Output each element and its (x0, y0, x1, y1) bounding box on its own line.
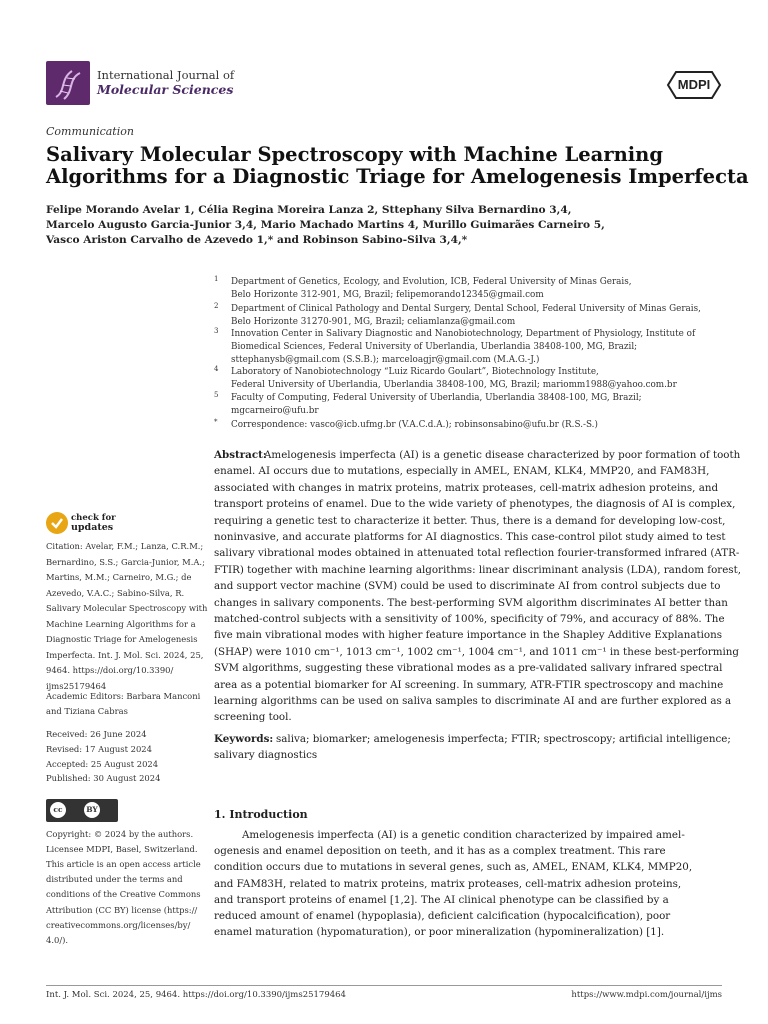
affiliation-number: 1 (214, 275, 219, 283)
intro-line: Amelogenesis imperfecta (AI) is a genetic condition characterized by impaired amel- (242, 829, 685, 841)
copyright-line: creativecommons.org/licenses/by/ (46, 919, 191, 930)
footer-divider (46, 985, 722, 986)
copyright-line: conditions of the Creative Commons (46, 889, 201, 900)
citation-line: Imperfecta. Int. J. Mol. Sci. 2024, 25, (46, 649, 204, 660)
affiliation-line: sttephanysb@gmail.com (S.S.B.); marceloagjr@gmail.com (M.A.G.-J.) (231, 355, 540, 365)
article-title-line1: Salivary Molecular Spectroscopy with Machine Learning (46, 143, 663, 166)
abstract-label: Abstract: (214, 449, 267, 461)
citation-line: Bernardino, S.S.; Garcia-Junior, M.A.; (46, 556, 205, 567)
abstract-line: requiring a genetic test to characterize it better. Thus, there is a demand for developing low-cost, (214, 514, 726, 527)
date-line: Received: 26 June 2024 (46, 729, 147, 739)
intro-line: reduced amount of enamel (hypoplasia), deficient calcification (hypocalcification), poor (214, 910, 671, 922)
affiliation-number: 2 (214, 302, 219, 310)
affiliation-number: 4 (214, 365, 219, 373)
keywords-line: saliva; biomarker; amelogenesis imperfecta; FTIR; spectroscopy; artificial intelligence; (276, 733, 731, 745)
abstract-line: matched-control subjects with a sensitivity of 100%, specificity of 79%, and accuracy of 88%. The (214, 613, 725, 625)
affiliation-number: * (214, 418, 218, 426)
journal-logo (46, 61, 90, 105)
article-title-line2: Algorithms for a Diagnostic Triage for Amelogenesis Imperfecta (46, 165, 749, 188)
citation-line: 9464. https://doi.org/10.3390/ (46, 665, 174, 675)
citation-line: Salivary Molecular Spectroscopy with (46, 603, 208, 613)
publisher-logo[interactable] (666, 70, 722, 100)
intro-line: condition occurs due to mutations in several genes, such as, AMEL, ENAM, KLK4, MMP20, (214, 861, 693, 874)
abstract-line: (SHAP) were 1010 cm⁻¹, 1013 cm⁻¹, 1002 cm⁻¹, 1004 cm⁻¹, and 1011 cm⁻¹ in these best-performing (214, 645, 739, 658)
affiliation-line: Federal University of Uberlandia, Uberlandia 38408-100, MG, Brazil; mariomm1988@yahoo.com.br (231, 380, 677, 390)
authors-line3: Vasco Ariston Carvalho de Azevedo 1,* and Robinson Sabino-Silva 3,4,* (46, 234, 468, 246)
section-heading: 1. Introduction (214, 808, 308, 821)
footer-citation: Int. J. Mol. Sci. 2024, 25, 9464. https://doi.org/10.3390/ijms25179464 (46, 990, 346, 1000)
citation-line: Citation: Avelar, F.M.; Lanza, C.R.M.; (46, 541, 204, 551)
keywords-line: salivary diagnostics (214, 749, 318, 762)
abstract-line: salivary vibrational modes obtained in attenuated total reflection fourier-transformed infrared (ATR- (214, 547, 740, 560)
copyright-line: This article is an open access article (46, 859, 201, 870)
copyright-line: 4.0/). (46, 934, 69, 945)
authors-line1: Felipe Morando Avelar 1, Célia Regina Moreira Lanza 2, Sttephany Silva Bernardino 3,4, (46, 204, 572, 216)
abstract-line: FTIR) together with machine learning algorithms: linear discriminant analysis (LDA), random forest, (214, 563, 741, 576)
journal-name-line2: Molecular Sciences (97, 82, 234, 97)
article-type: Communication (46, 125, 134, 138)
abstract-line: learning algorithms can be used on saliva samples to discriminate AI and are further explored as a (214, 695, 732, 707)
abstract-line: associated with changes in matrix proteins, matrix proteases, cell-matrix adhesion proteins, and (214, 481, 719, 494)
citation-line: Machine Learning Algorithms for a (46, 618, 196, 629)
citation-line: Diagnostic Triage for Amelogenesis (46, 634, 198, 644)
check-for-updates-icon[interactable] (46, 512, 68, 534)
abstract-line: noninvasive, and accurate platforms for AI diagnostics. This case-control pilot study aimed to test (214, 531, 726, 543)
by-label: BY (86, 805, 98, 814)
abstract-line: enamel. AI occurs due to mutations, especially in AMEL, ENAM, KLK4, MMP20, and FAM83H, (214, 465, 710, 478)
abstract-line: SVM algorithms, suggesting these vibrational modes as a pre-validated salivary infrared spectral (214, 662, 723, 675)
authors-line2: Marcelo Augusto Garcia-Junior 3,4, Mario Machado Martins 4, Murillo Guimarães Carneiro 5, (46, 219, 605, 231)
by-icon (84, 802, 100, 818)
academic-editors-line: Academic Editors: Barbara Manconi (46, 691, 201, 701)
abstract-line: transport proteins of enamel. Due to the wide variety of phenotypes, the diagnosis of AI is complex, (214, 498, 736, 511)
abstract-line: Amelogenesis imperfecta (AI) is a genetic disease characterized by poor formation of tooth (264, 449, 741, 461)
copyright-line: distributed under the terms and (46, 874, 183, 885)
journal-name-line1: International Journal of (97, 68, 235, 82)
keywords-label: Keywords: (214, 733, 274, 745)
dna-icon (46, 61, 90, 105)
affiliation-line: Belo Horizonte 31270-901, MG, Brazil; celiamlanza@gmail.com (231, 317, 516, 327)
affiliation-line: mgcarneiro@ufu.br (231, 406, 319, 416)
check-line1: check for (71, 513, 116, 523)
academic-editors-line: and Tiziana Cabras (46, 706, 128, 716)
copyright-line: Copyright: © 2024 by the authors. (46, 829, 194, 839)
affiliation-line: Faculty of Computing, Federal University of Uberlandia, Uberlandia 38408-100, MG, Brazil; (231, 393, 642, 403)
abstract-line: area as a potential biomarker for AI screening. In summary, ATR-FTIR spectroscopy and machine (214, 678, 724, 691)
citation-line: ijms25179464 (46, 680, 107, 691)
abstract-line: five main vibrational modes with higher feature importance in the Shapley Additive Explanations (214, 629, 723, 642)
affiliation-number: 3 (214, 327, 219, 335)
affiliation-line: Laboratory of Nanobiotechnology “Luiz Ricardo Goulart”, Biotechnology Institute, (231, 367, 599, 377)
publisher-name: MDPI (677, 77, 711, 92)
affiliation-number: 5 (214, 391, 219, 399)
date-line: Published: 30 August 2024 (46, 773, 161, 784)
citation-line: Martins, M.M.; Carneiro, M.G.; de (46, 572, 192, 582)
check-line2: updates (71, 522, 114, 533)
intro-line: and FAM83H, related to matrix proteins, matrix proteases, cell-matrix adhesion proteins, (214, 877, 682, 890)
cc-label: cc (53, 805, 63, 814)
abstract-line: and support vector machine (SVM) could be used to discriminate AI from control subjects due to (214, 580, 721, 593)
affiliation-line: Department of Clinical Pathology and Dental Surgery, Dental School, Federal University of Minas Gerais, (231, 304, 701, 314)
date-line: Accepted: 25 August 2024 (46, 758, 159, 769)
copyright-line: Attribution (CC BY) license (https:// (46, 904, 198, 915)
check-for-updates-label[interactable] (71, 514, 116, 532)
affiliation-line: Department of Genetics, Ecology, and Evolution, ICB, Federal University of Minas Gerais, (231, 277, 632, 287)
intro-line: ogenesis and enamel deposition on teeth, and it has as a complex treatment. This rare (214, 845, 666, 858)
affiliation-line: Correspondence: vasco@icb.ufmg.br (V.A.C.d.A.); robinsonsabino@ufu.br (R.S.-S.) (231, 420, 598, 430)
intro-line: and transport proteins of enamel [1,2]. The AI clinical phenotype can be classified by a (214, 893, 669, 906)
affiliation-line: Innovation Center in Salivary Diagnostic and Nanobiotechnology, Department of Physiology, Institute of (231, 329, 696, 339)
abstract-line: screening tool. (214, 711, 292, 724)
footer-journal-url[interactable]: https://www.mdpi.com/journal/ijms (571, 990, 722, 1000)
date-line: Revised: 17 August 2024 (46, 743, 152, 754)
intro-line: enamel maturation (hypomaturation), or poor mineralization (hypomineralization) [1]. (214, 926, 665, 939)
citation-line: Azevedo, V.A.C.; Sabino-Silva, R. (46, 587, 185, 598)
affiliation-line: Belo Horizonte 312-901, MG, Brazil; felipemorando12345@gmail.com (231, 290, 544, 300)
cc-icon (50, 802, 66, 818)
affiliation-line: Biomedical Sciences, Federal University of Uberlandia, Uberlandia 38408-100, MG, Brazil; (231, 342, 638, 352)
copyright-line: Licensee MDPI, Basel, Switzerland. (46, 844, 198, 855)
abstract-line: changes in salivary components. The best-performing SVM algorithm discriminates AI better than (214, 596, 728, 609)
